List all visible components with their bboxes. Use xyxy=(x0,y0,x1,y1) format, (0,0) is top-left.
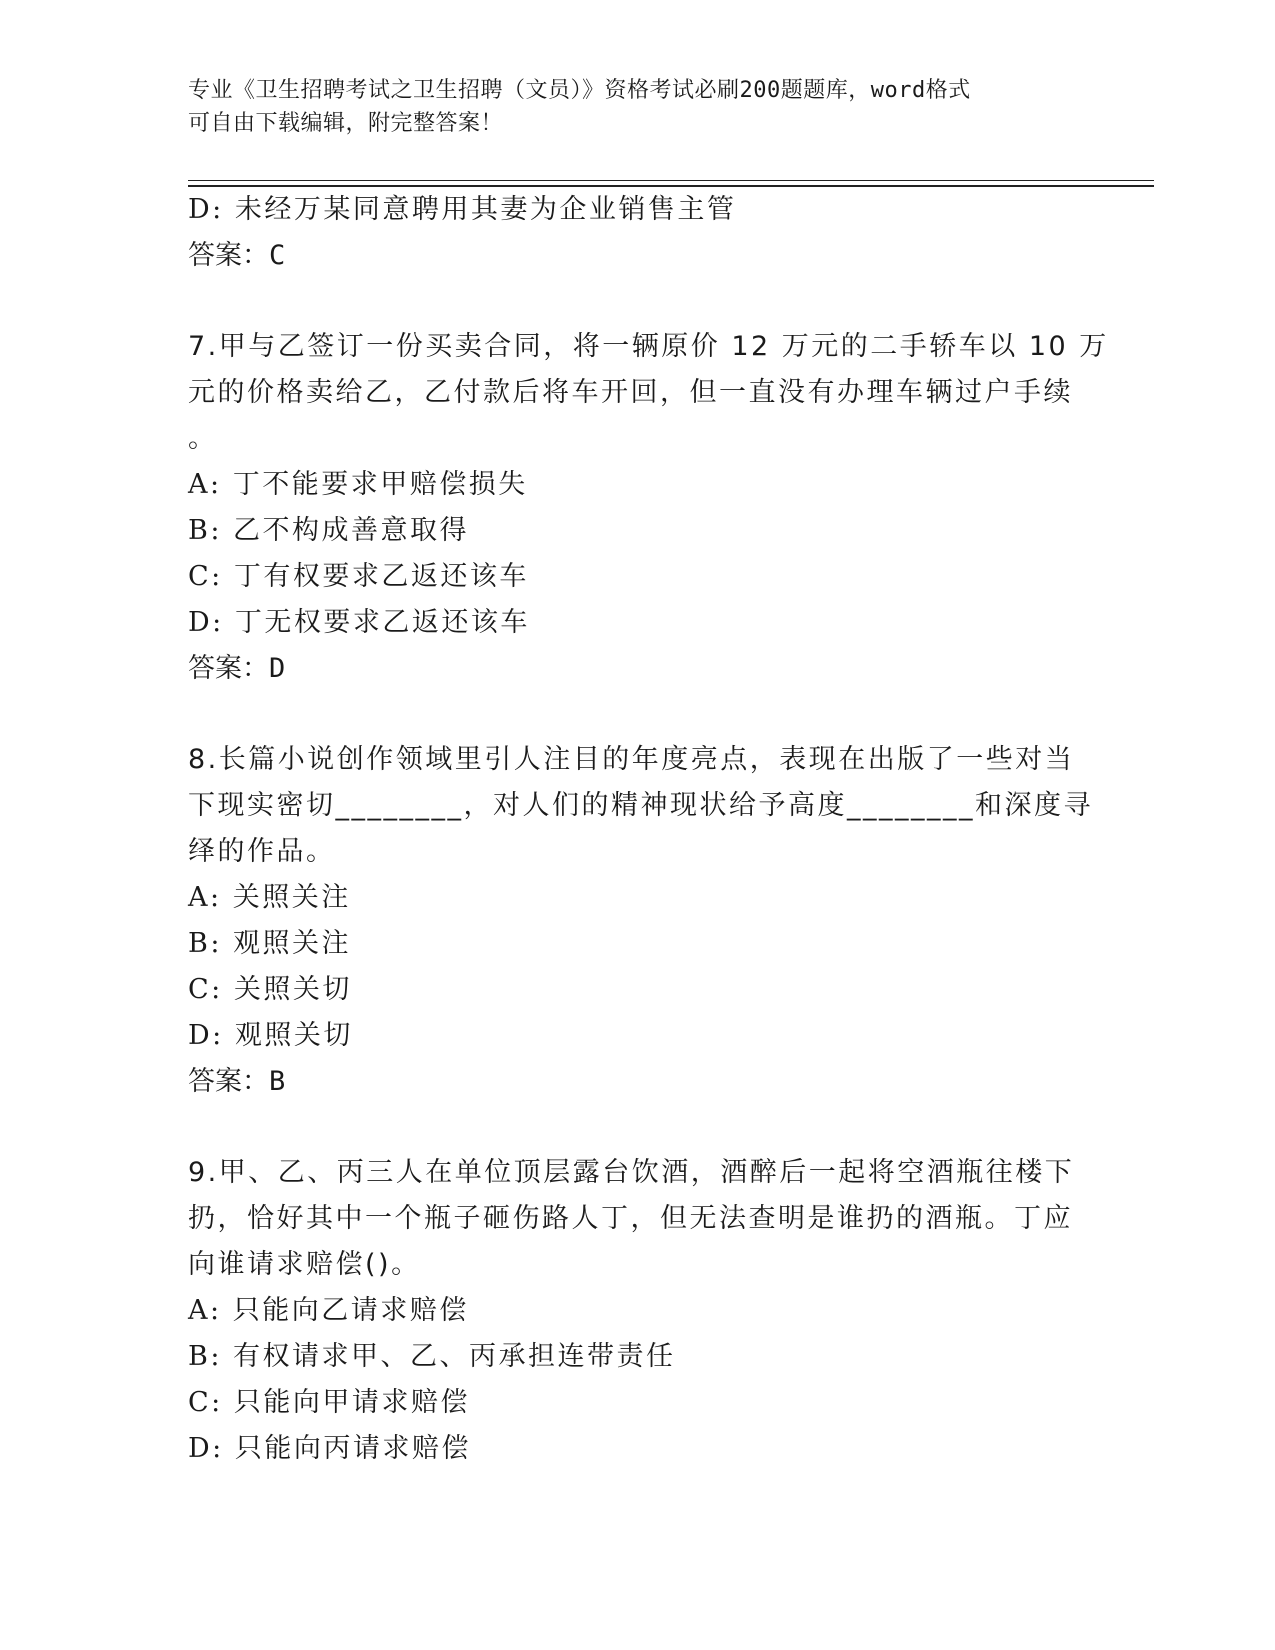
option-c xyxy=(188,1380,1068,1426)
question-stem-line: 绎的作品。 xyxy=(188,836,336,867)
option-letter: D: xyxy=(188,1020,224,1051)
option-text: 未经万某同意聘用其妻为企业销售主管 xyxy=(234,194,737,225)
option-a xyxy=(188,462,1068,508)
option-text: 只能向丙请求赔偿 xyxy=(234,1433,471,1464)
option-letter: C: xyxy=(188,561,223,592)
option-a xyxy=(188,1288,1068,1334)
answer-line xyxy=(188,646,1068,692)
option-letter: D: xyxy=(188,607,224,638)
document-body xyxy=(188,187,1109,1472)
option-d xyxy=(188,600,1068,646)
option-b xyxy=(188,508,1068,554)
question-stem-line: 向谁请求赔偿()。 xyxy=(188,1249,421,1280)
option-d xyxy=(188,1013,1068,1059)
answer-label: 答案： xyxy=(188,240,269,271)
option-letter: A: xyxy=(188,1295,222,1326)
answer-value: D xyxy=(269,653,286,684)
header-rule-thin xyxy=(188,180,1154,181)
answer-label: 答案： xyxy=(188,653,269,684)
option-letter: B: xyxy=(188,515,222,546)
question-stem-line: 9.甲、乙、丙三人在单位顶层露台饮酒，酒醉后一起将空酒瓶往楼下 xyxy=(188,1157,1075,1188)
option-a xyxy=(188,875,1068,921)
option-text: 丁有权要求乙返还该车 xyxy=(233,561,529,592)
answer-line xyxy=(188,233,1068,279)
answer-value: C xyxy=(269,240,286,271)
option-text: 关照关注 xyxy=(232,882,351,913)
option-b xyxy=(188,1334,1068,1380)
option-c xyxy=(188,967,1068,1013)
option-d xyxy=(188,1426,1068,1472)
option-c xyxy=(188,554,1068,600)
option-text: 观照关切 xyxy=(234,1020,353,1051)
question-stem-line: 扔，恰好其中一个瓶子砸伤路人丁，但无法查明是谁扔的酒瓶。丁应 xyxy=(188,1203,1073,1234)
question-stem-line: 8.长篇小说创作领域里引人注目的年度亮点，表现在出版了一些对当 xyxy=(188,744,1075,775)
option-letter: A: xyxy=(188,469,222,500)
answer-line xyxy=(188,1059,1068,1105)
question-stem-line: 。 xyxy=(188,423,218,454)
option-text: 有权请求甲、乙、丙承担连带责任 xyxy=(233,1341,676,1372)
option-text: 丁不能要求甲赔偿损失 xyxy=(232,469,528,500)
question-8 xyxy=(188,737,1093,1105)
option-b xyxy=(188,921,1068,967)
header-line-1: 专业《卫生招聘考试之卫生招聘（文员）》资格考试必刷200题题库，word格式 xyxy=(188,78,971,103)
answer-label: 答案： xyxy=(188,1066,269,1097)
question-stem-line: 下现实密切________，对人们的精神现状给予高度________和深度寻 xyxy=(188,790,1093,821)
option-letter: B: xyxy=(188,1341,222,1372)
option-text: 只能向甲请求赔偿 xyxy=(233,1387,470,1418)
option-text: 观照关注 xyxy=(233,928,352,959)
question-7 xyxy=(188,324,1109,692)
option-d xyxy=(188,187,1068,233)
question-stem-line: 7.甲与乙签订一份买卖合同，将一辆原价 12 万元的二手轿车以 10 万 xyxy=(188,331,1109,362)
option-letter: D: xyxy=(188,194,224,225)
option-letter: B: xyxy=(188,928,222,959)
option-letter: C: xyxy=(188,1387,223,1418)
option-letter: D: xyxy=(188,1433,224,1464)
document-header xyxy=(188,74,1068,140)
question-stem-line: 元的价格卖给乙，乙付款后将车开回，但一直没有办理车辆过户手续 xyxy=(188,377,1073,408)
option-text: 关照关切 xyxy=(233,974,352,1005)
option-text: 乙不构成善意取得 xyxy=(233,515,470,546)
header-line-2: 可自由下载编辑，附完整答案！ xyxy=(188,111,504,136)
option-letter: C: xyxy=(188,974,223,1005)
option-letter: A: xyxy=(188,882,222,913)
question-9 xyxy=(188,1150,1075,1472)
prev-question xyxy=(188,187,1068,279)
option-text: 只能向乙请求赔偿 xyxy=(232,1295,469,1326)
answer-value: B xyxy=(269,1066,286,1097)
option-text: 丁无权要求乙返还该车 xyxy=(234,607,530,638)
